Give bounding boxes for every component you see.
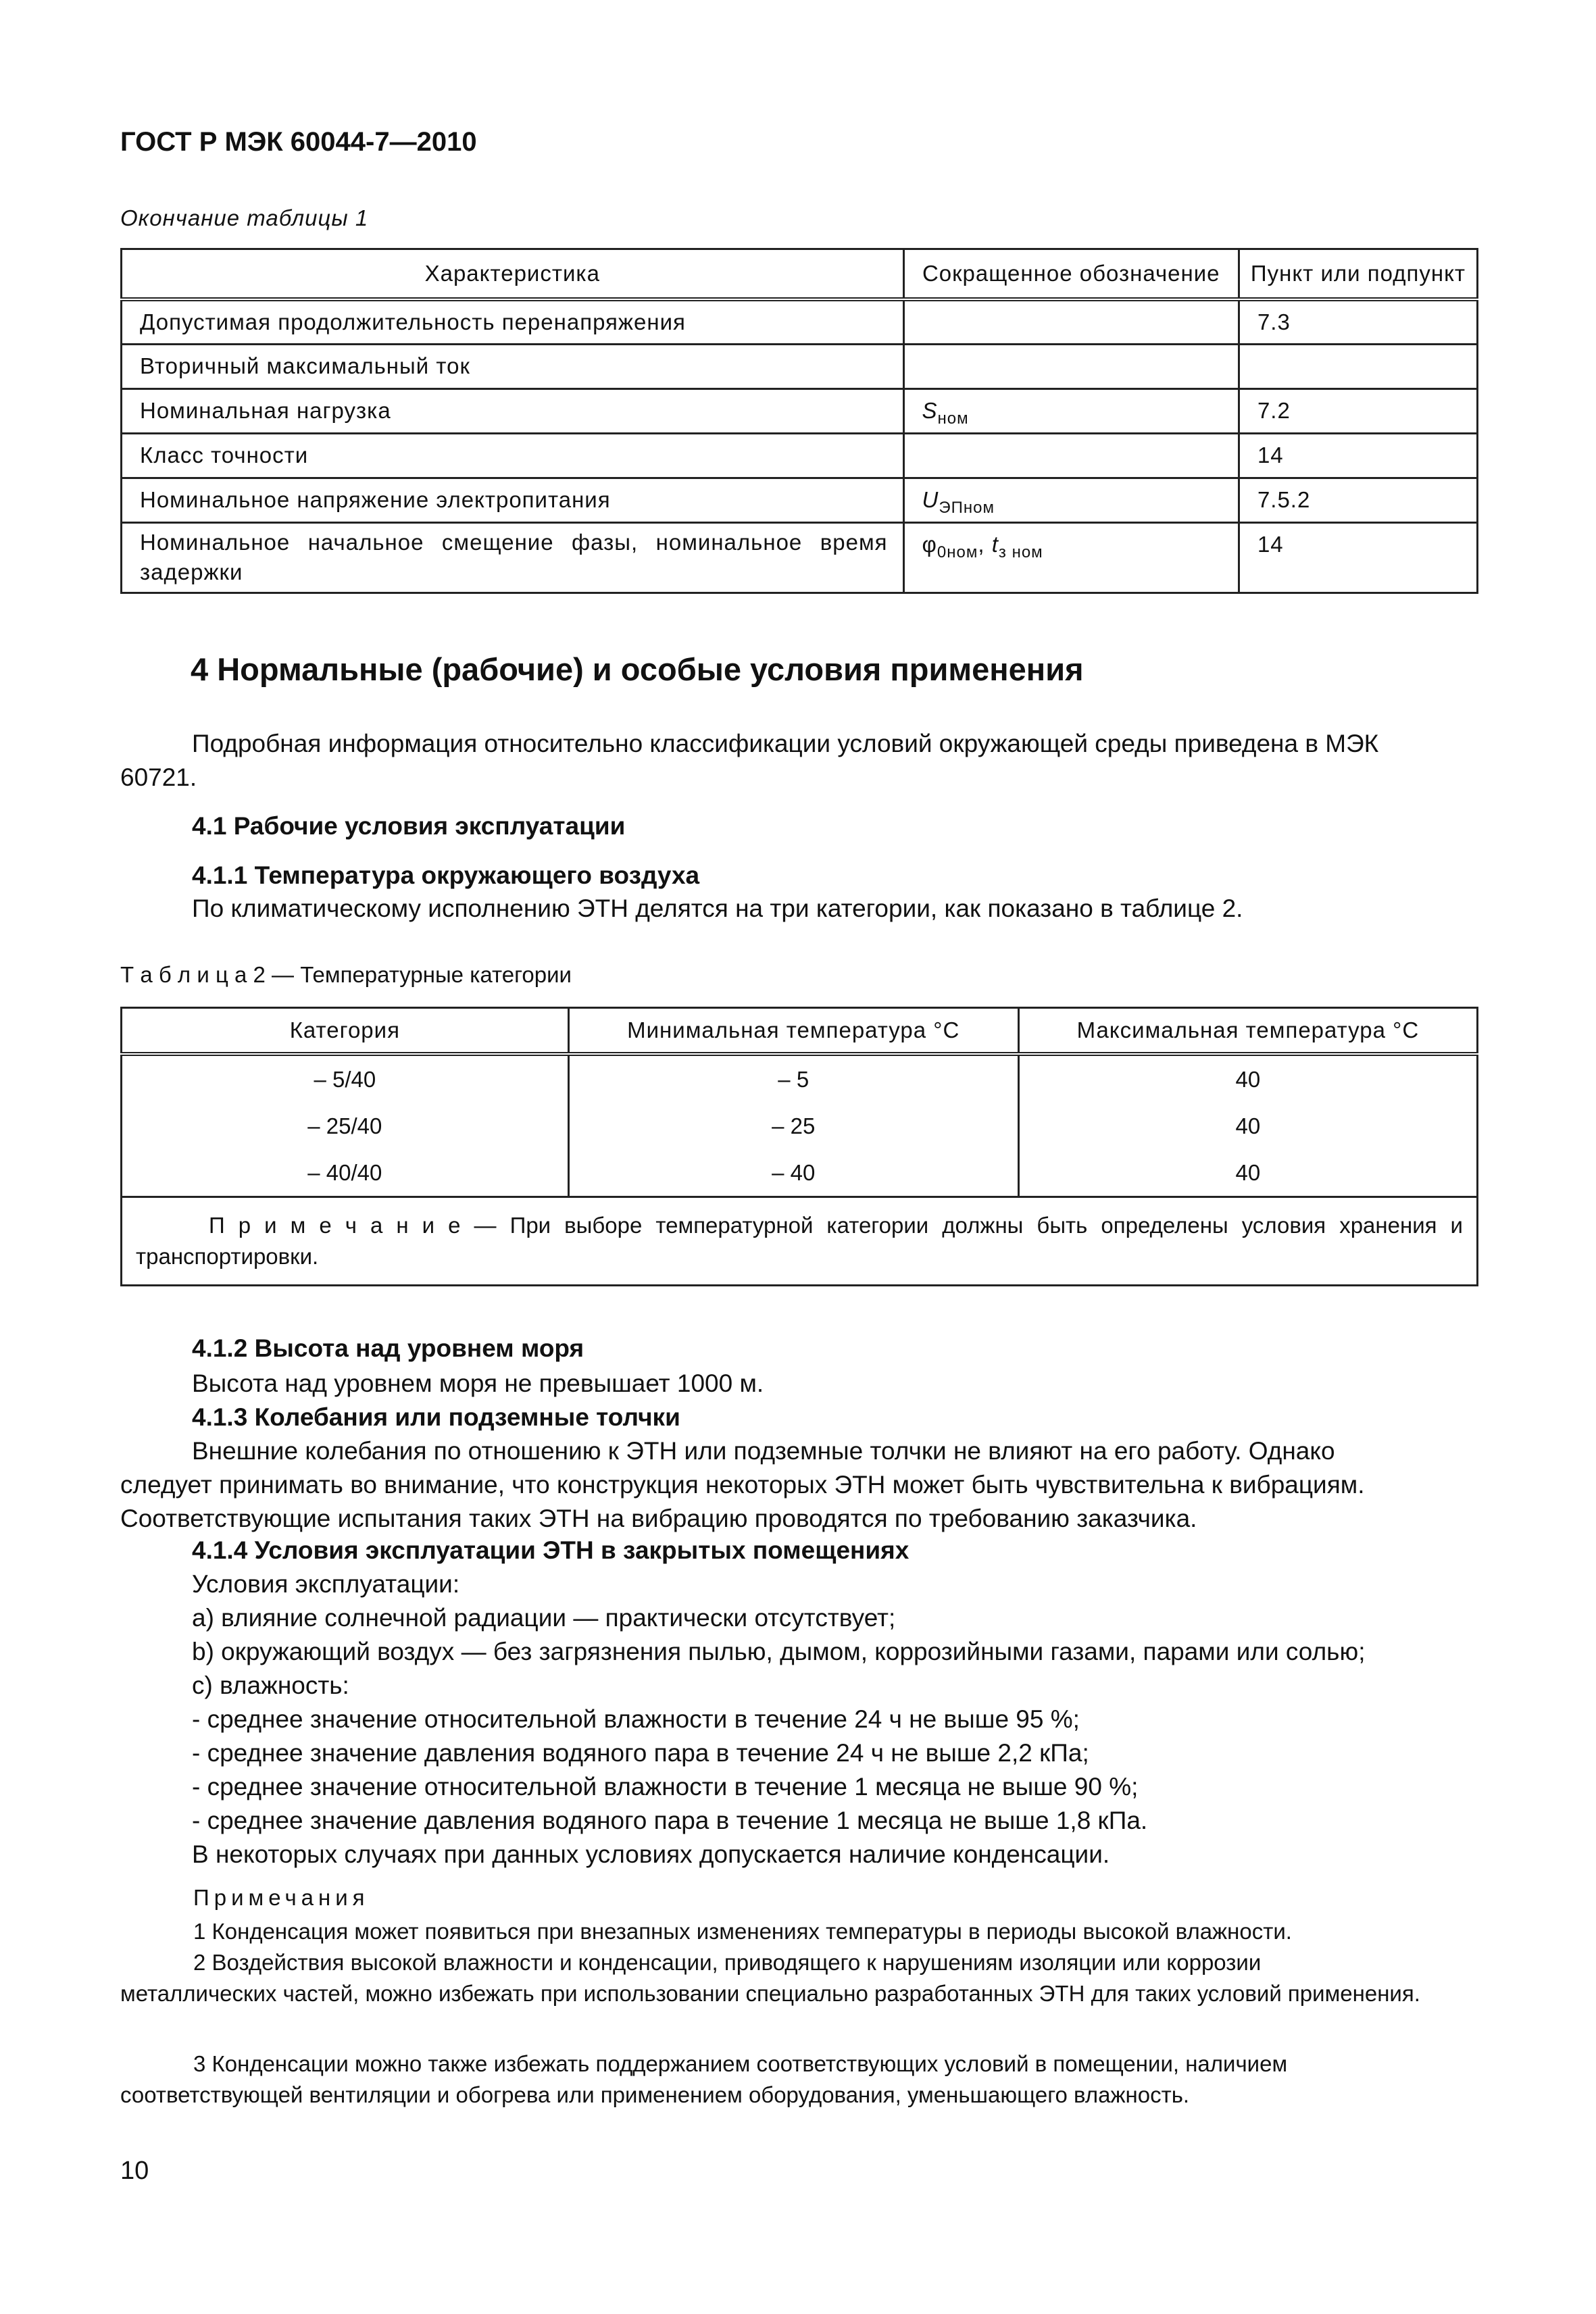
list-item: - среднее значение давления водяного пара в течение 24 ч не выше 2,2 кПа;: [192, 1739, 1089, 1767]
characteristic-cell: Номинальное напряжение электропитания: [122, 478, 904, 522]
list-item: a) влияние солнечной радиации — практически отсутствует;: [192, 1604, 896, 1632]
clause-cell: 7.3: [1239, 299, 1477, 344]
category-cell: – 25/40: [307, 1113, 382, 1138]
table-row: [122, 478, 1478, 522]
note-item: 2 Воздействия высокой влажности и конденсации, приводящего к нарушениям изоляции или коррозии: [193, 1950, 1262, 1975]
paragraph-line: В некоторых случаях при данных условиях допускается наличие конденсации.: [192, 1840, 1110, 1868]
clause-cell: 14: [1239, 433, 1477, 478]
list-item: - среднее значение давления водяного пара в течение 1 месяца не выше 1,8 кПа.: [192, 1807, 1148, 1834]
subsection-title: 4.1.1 Температура окружающего воздуха: [192, 861, 700, 889]
symbol: U: [922, 486, 939, 512]
table-note-row: [122, 1197, 1478, 1286]
designation-cell: [903, 299, 1239, 344]
paragraph-line: По климатическому исполнению ЭТН делятся на три категории, как показано в таблице 2.: [192, 895, 1243, 922]
table-row: [122, 344, 1478, 388]
paragraph-line: Подробная информация относительно классификации условий окружающей среды приведена в МЭК: [192, 730, 1379, 757]
list-item: - среднее значение относительной влажности в течение 1 месяца не выше 90 %;: [192, 1773, 1139, 1801]
table-header-row: [122, 249, 1478, 300]
list-item: b) окружающий воздух — без загрязнения пылью, дымом, коррозийными газами, парами или солью;: [192, 1638, 1366, 1665]
paragraph-line: Условия эксплуатации:: [192, 1570, 460, 1598]
characteristic-cell: Номинальная нагрузка: [122, 388, 904, 433]
column-header: Максимальная температура °С: [1018, 1008, 1477, 1055]
subsection-title: 4.1.4 Условия эксплуатации ЭТН в закрытых помещениях: [192, 1536, 909, 1564]
note-item: 3 Конденсации можно также избежать поддержанием соответствующих условий в помещении, наличием: [193, 2051, 1288, 2076]
min-temp-cell: – 25: [568, 1103, 1018, 1149]
max-temp-cell: 40: [1018, 1054, 1477, 1103]
note-item: соответствующей вентиляции и обогрева или применением оборудования, уменьшающего влажность.: [120, 2082, 1190, 2107]
caption-text: — Температурные категории: [265, 962, 572, 987]
symbol: φ: [922, 531, 937, 557]
table-row: [122, 388, 1478, 433]
characteristic-cell: Номинальное начальное смещение фазы, номинальное время задержки: [122, 522, 904, 593]
table-row: [122, 299, 1478, 344]
clause-cell: 7.5.2: [1239, 478, 1477, 522]
max-temp-cell: 40: [1018, 1149, 1477, 1197]
table-caption: [120, 962, 572, 988]
table-row: [122, 1149, 1478, 1197]
designation-cell: [903, 433, 1239, 478]
subsection-title: 4.1 Рабочие условия эксплуатации: [192, 812, 626, 840]
designation-cell: [903, 478, 1239, 522]
characteristic-cell: Вторичный максимальный ток: [122, 344, 904, 388]
table-row: [122, 1103, 1478, 1149]
note-item: 1 Конденсация может появиться при внезапных изменениях температуры в периоды высокой влажности.: [193, 1919, 1292, 1944]
designation-cell: [903, 344, 1239, 388]
characteristics-table: [120, 248, 1478, 594]
table-row: [122, 522, 1478, 593]
subsection-title: 4.1.3 Колебания или подземные толчки: [192, 1403, 680, 1431]
clause-cell: 7.2: [1239, 388, 1477, 433]
note-item: металлических частей, можно избежать при использовании специально разработанных ЭТН для таких условий применения.: [120, 1981, 1420, 2006]
table-row: [122, 433, 1478, 478]
category-cell: – 5/40: [314, 1066, 376, 1092]
section-title: 4 Нормальные (рабочие) и особые условия применения: [191, 651, 1084, 687]
symbol: S: [922, 397, 938, 423]
paragraph-line: Высота над уровнем моря не превышает 1000 м.: [192, 1369, 764, 1397]
table-row: [122, 1054, 1478, 1103]
symbol-subscript: ном: [937, 409, 969, 428]
paragraph-line: 60721.: [120, 763, 197, 791]
characteristic-cell: Допустимая продолжительность перенапряжения: [140, 309, 686, 334]
characteristic-cell: Класс точности: [122, 433, 904, 478]
note-prefix: П р и м е ч а н и е: [209, 1213, 461, 1238]
symbol-subscript: 0ном: [937, 543, 978, 561]
column-header: Пункт или подпункт: [1239, 249, 1477, 300]
symbol-subscript: з ном: [998, 543, 1043, 561]
clause-cell: 14: [1239, 522, 1477, 593]
document-id: ГОСТ Р МЭК 60044-7—2010: [120, 127, 477, 157]
paragraph-line: следует принимать во внимание, что конструкция некоторых ЭТН может быть чувствительна к вибрациям.: [120, 1471, 1365, 1499]
list-item: c) влажность:: [192, 1671, 349, 1699]
temperature-categories-table: [120, 1007, 1478, 1286]
column-header: Сокращенное обозначение: [903, 249, 1239, 300]
max-temp-cell: 40: [1018, 1103, 1477, 1149]
category-cell: – 40/40: [307, 1159, 382, 1185]
clause-cell: [1239, 344, 1477, 388]
table-continuation-label: Окончание таблицы 1: [120, 205, 369, 230]
min-temp-cell: – 5: [568, 1054, 1018, 1103]
subsection-title: 4.1.2 Высота над уровнем моря: [192, 1334, 584, 1362]
symbol: t: [991, 531, 999, 557]
caption-prefix: Т а б л и ц а 2: [120, 962, 266, 987]
paragraph-line: Соответствующие испытания таких ЭТН на вибрацию проводятся по требованию заказчика.: [120, 1505, 1197, 1532]
symbol-subscript: ЭПном: [939, 498, 995, 517]
page-number: 10: [120, 2157, 149, 2185]
notes-title: Примечания: [193, 1885, 370, 1910]
designation-cell: [903, 388, 1239, 433]
symbol-separator: ,: [978, 531, 992, 557]
column-header: Характеристика: [122, 249, 904, 300]
designation-cell: [903, 522, 1239, 593]
paragraph-line: Внешние колебания по отношению к ЭТН или подземные толчки не влияют на его работу. Однако: [192, 1437, 1335, 1465]
list-item: - среднее значение относительной влажности в течение 24 ч не выше 95 %;: [192, 1705, 1080, 1733]
column-header: Минимальная температура °С: [568, 1008, 1018, 1055]
table-note: [122, 1197, 1478, 1286]
table-header-row: [122, 1008, 1478, 1055]
column-header: Категория: [122, 1008, 569, 1055]
note-text: — При выборе температурной категории должны быть определены условия хранения и транспортировки.: [136, 1213, 1463, 1269]
min-temp-cell: – 40: [568, 1149, 1018, 1197]
